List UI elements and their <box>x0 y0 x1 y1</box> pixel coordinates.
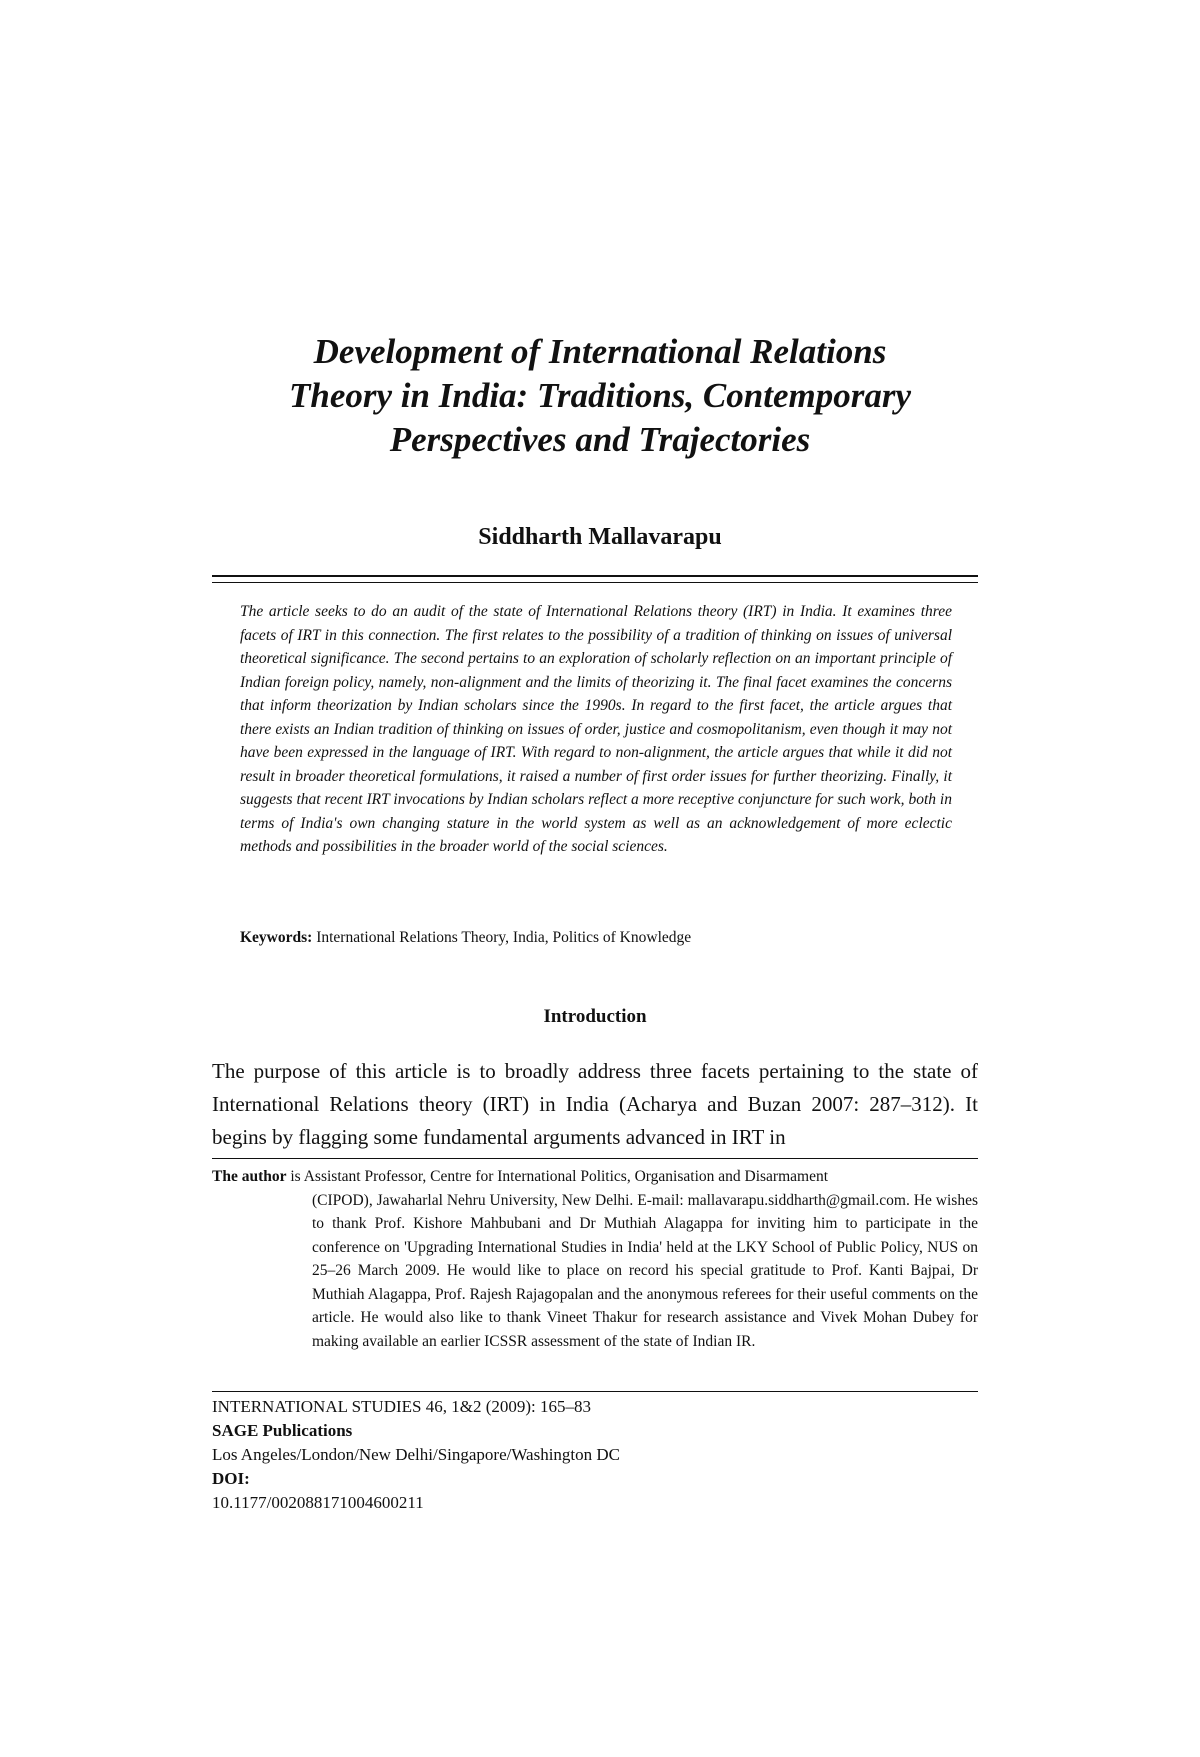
journal-publisher <box>212 1419 978 1467</box>
keywords-label: Keywords: <box>240 929 313 946</box>
article-abstract: The article seeks to do an audit of the state of International Relations theory (IRT) in India. It examines three facets of IRT in this connection. The first relates to the possibility of a tradition of thinking on issues of universal theoretical significance. The second pertains to an exploration of scholarly reflection on an important principle of Indian foreign policy, namely, non-alignment and the limits of theorizing it. The final facet examines the concerns that inform theorization by Indian scholars since the 1990s. In regard to the first facet, the article argues that there exists an Indian tradition of thinking on issues of order, justice and cosmopolitanism, even though it may not have been expressed in the language of IRT. With regard to non-alignment, the article argues that while it did not result in broader theoretical formulations, it raised a number of first order issues for further theorizing. Finally, it suggests that recent IRT invocations by Indian scholars reflect a more receptive conjuncture for such work, both in terms of India's own changing stature in the world system as well as an acknowledgement of more eclectic methods and possibilities in the broader world of the social sciences. <box>240 603 952 855</box>
publisher-locations: Los Angeles/London/New Delhi/Singapore/Washington DC <box>212 1445 620 1464</box>
doi-label: DOI: <box>212 1469 250 1488</box>
footnote-label: The author <box>212 1168 287 1185</box>
footnote-body: (CIPOD), Jawaharlal Nehru University, New Delhi. E-mail: mallavarapu.siddharth@gmail.com. He wishes to thank Prof. Kishore Mahbubani and Dr Muthiah Alagappa for inviting him to participate in the conference on 'Upgrading International Studies in India' held at the LKY School of Public Policy, NUS on 25–26 March 2009. He would like to place on record his special gratitude to Prof. Kanti Bajpai, Dr Muthiah Alagappa, Prof. Rajesh Rajagopalan and the anonymous referees for their useful comments on the article. He would also like to thank Vineet Thakur for research assistance and Vivek Mohan Dubey for making available an earlier ICSSR assessment of the state of Indian IR. <box>312 1191 978 1350</box>
article-title <box>212 330 988 462</box>
article-title-line: Development of International Relations <box>313 332 887 371</box>
footnote-divider <box>212 1158 978 1159</box>
section-heading-introduction: Introduction <box>543 1006 647 1027</box>
journal-doi <box>212 1467 978 1515</box>
journal-citation: INTERNATIONAL STUDIES 46, 1&2 (2009): 165–83 <box>212 1397 592 1416</box>
journal-info <box>212 1395 978 1515</box>
article-title-line: Theory in India: Traditions, Contemporary <box>289 376 911 415</box>
keywords-list: International Relations Theory, India, Politics of Knowledge <box>316 929 692 946</box>
introduction-paragraph: The purpose of this article is to broadly address three facets pertaining to the state of International Relations theory (IRT) in India (Acharya and Buzan 2007: 287–312). It begins by flagging some fundamental arguments advanced in IRT in <box>212 1059 978 1149</box>
journal-info-divider <box>212 1391 978 1392</box>
article-title-line: Perspectives and Trajectories <box>389 420 811 459</box>
author-footnote <box>212 1165 978 1353</box>
article-keywords <box>240 927 952 949</box>
publisher-name: SAGE Publications <box>212 1421 353 1440</box>
footnote-first-text: is Assistant Professor, Centre for International Politics, Organisation and Disarmament <box>290 1168 829 1185</box>
doi-value: 10.1177/002088171004600211 <box>212 1493 424 1512</box>
article-author: Siddharth Mallavarapu <box>478 524 722 550</box>
footnote-first-line <box>212 1165 978 1189</box>
double-rule-divider <box>212 575 978 583</box>
